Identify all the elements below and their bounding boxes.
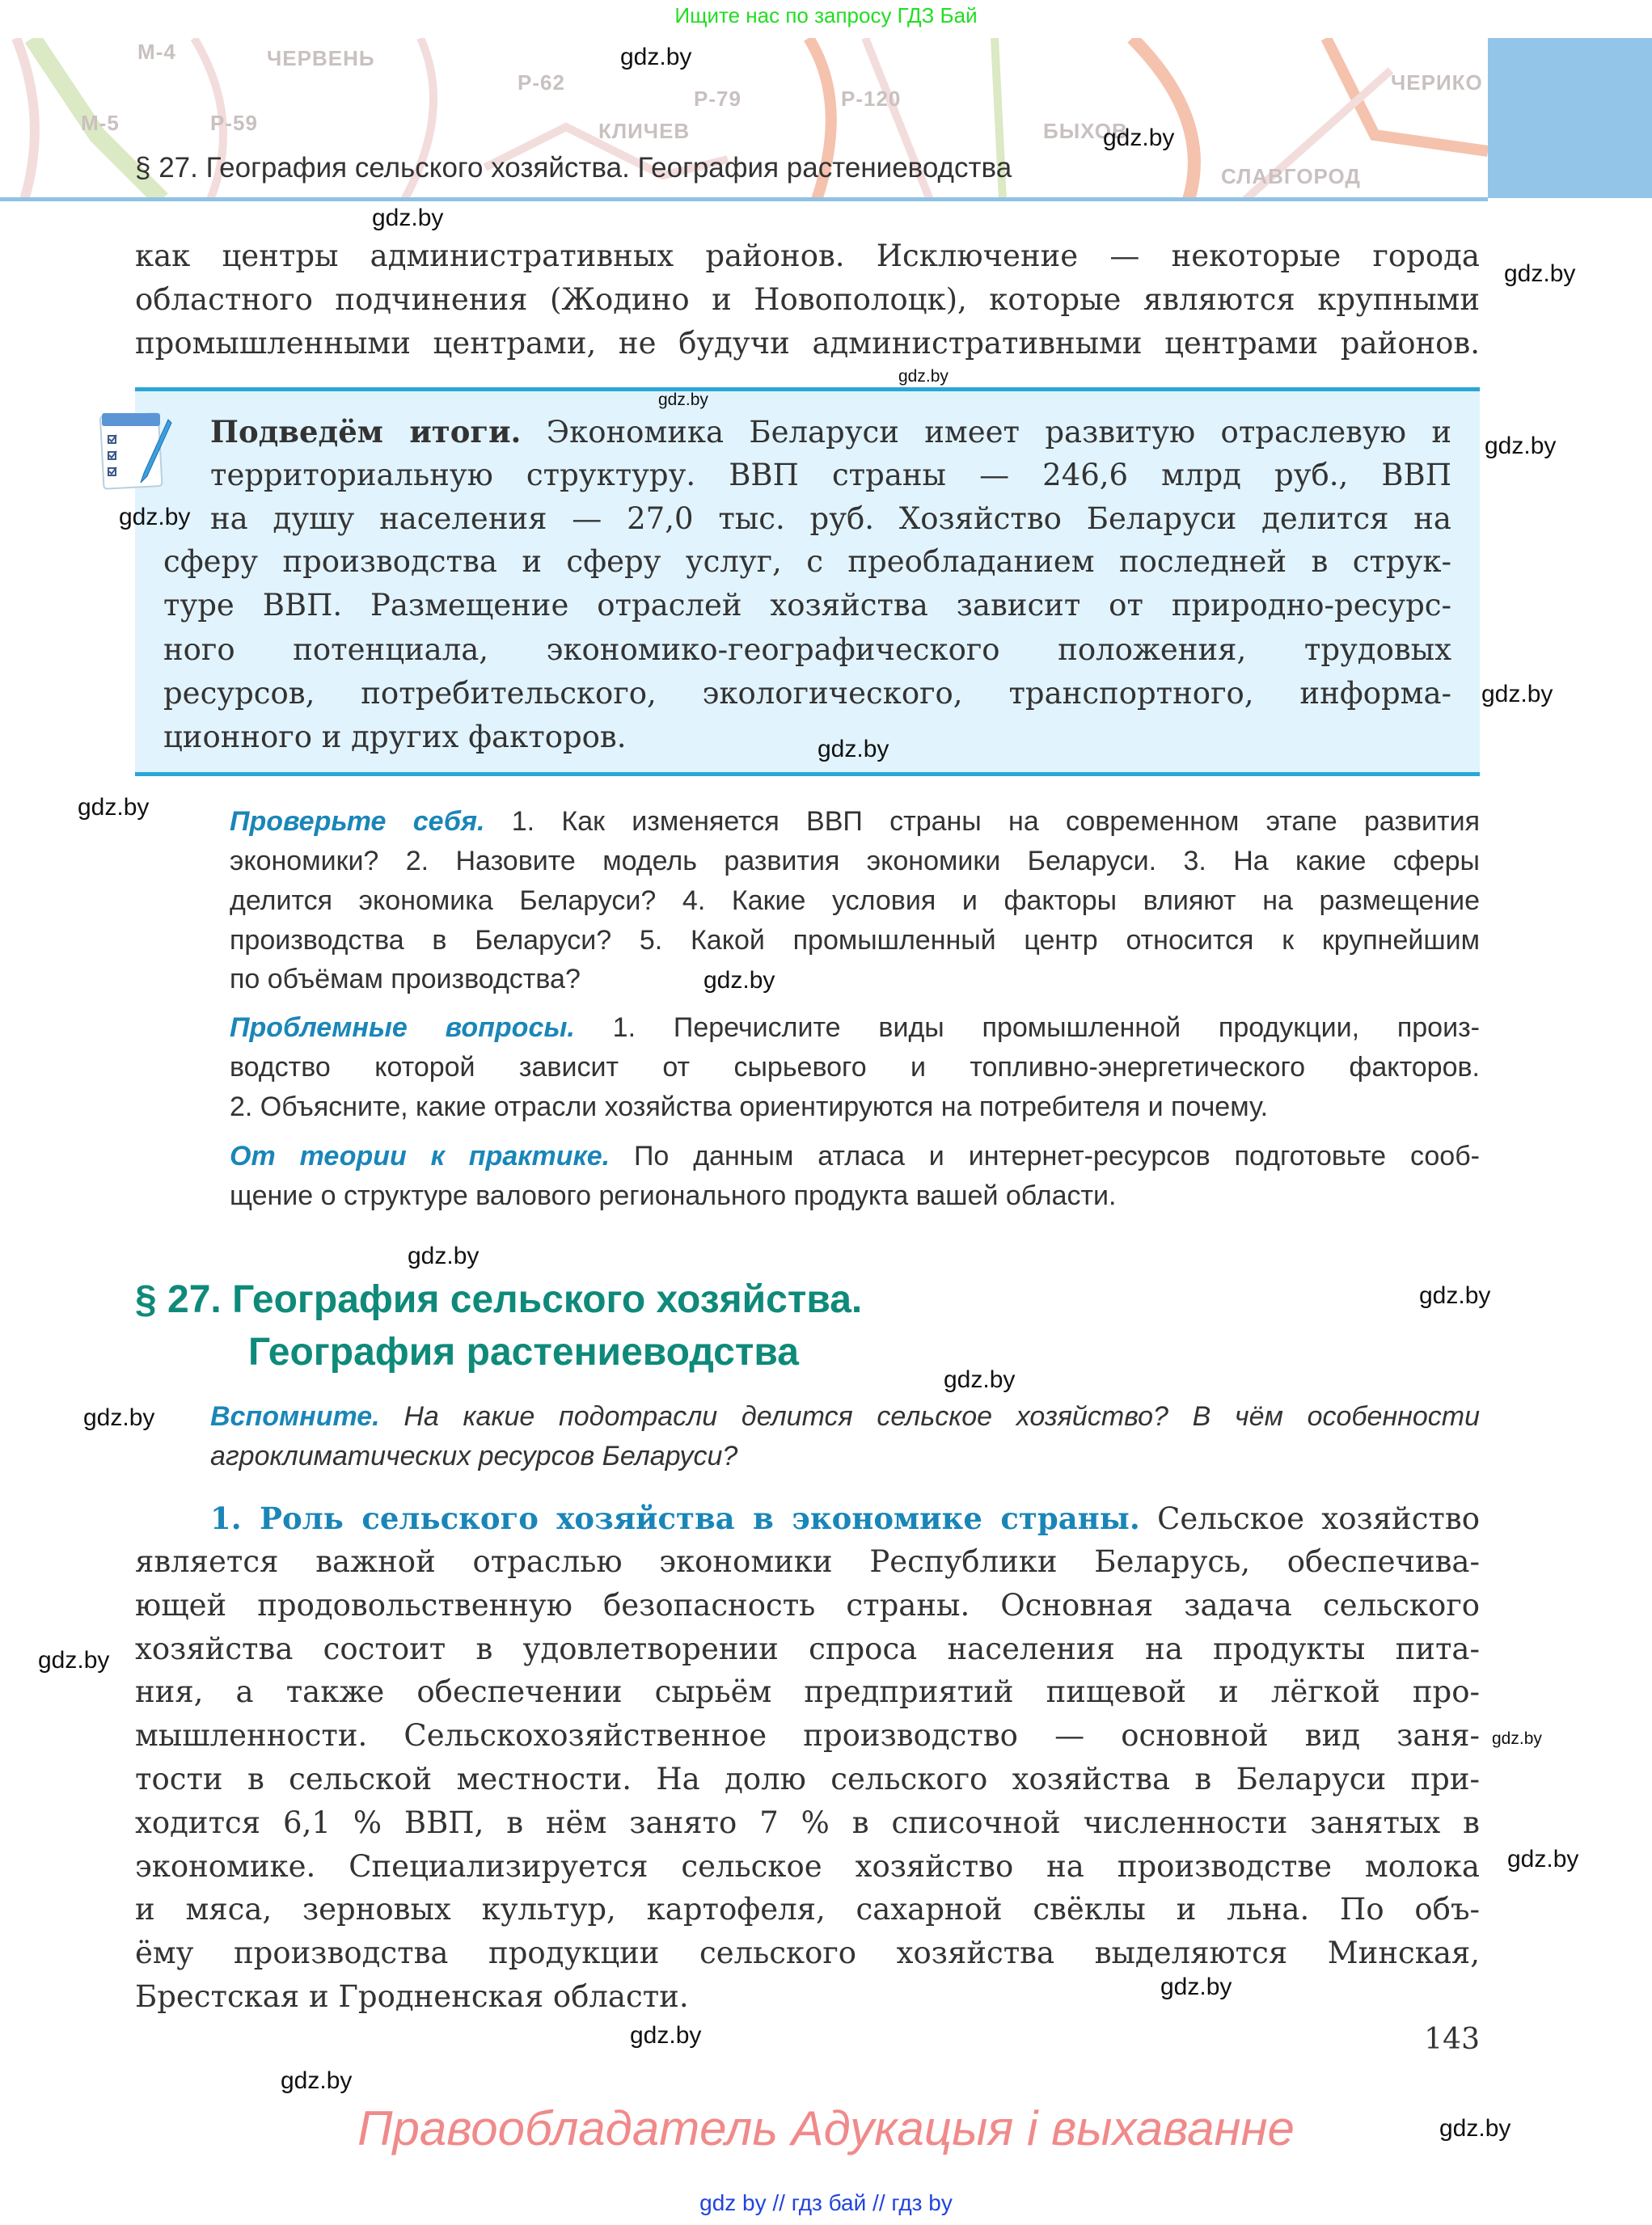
recall-label: Вспомните. — [210, 1401, 380, 1432]
text-line: Брестская и Гродненская области. — [135, 1979, 689, 2014]
text-line: производства в Беларуси? 5. Какой промышленный центр относится к крупнейшим — [230, 925, 1480, 956]
text-line: ного потенциала, экономико-географического положения, трудовых — [163, 632, 1451, 667]
watermark: gdz.by — [1419, 1282, 1491, 1309]
text-line: тости в сельской местности. На долю сельского хозяйства в Беларуси при- — [135, 1762, 1480, 1796]
watermark: gdz.by — [658, 391, 708, 409]
watermark: gdz.by — [372, 205, 444, 231]
watermark: gdz.by — [38, 1647, 110, 1674]
text-line: 2. Объясните, какие отрасли хозяйства ориентируются на потребителя и почему. — [230, 1091, 1269, 1122]
map-label: Р-79 — [694, 87, 741, 111]
theory-practice-line: От теории к практике. По данным атласа и интернет-ресурсов подготовьте сооб- — [230, 1141, 1480, 1172]
text-line: является важной отраслью экономики Республики Беларусь, обеспечива- — [135, 1544, 1480, 1579]
watermark: gdz.by — [1160, 1974, 1232, 2000]
watermark: gdz.by — [1481, 681, 1553, 707]
text-line: делится экономика Беларуси? 4. Какие условия и факторы влияют на размещение — [230, 885, 1480, 916]
watermark: gdz.by — [1507, 1846, 1579, 1872]
watermark: gdz.by — [281, 2067, 353, 2094]
section-title-line1: § 27. География сельского хозяйства. — [135, 1278, 863, 1321]
watermark: gdz.by — [818, 736, 889, 762]
text-line: агроклиматических ресурсов Беларуси? — [210, 1441, 738, 1471]
text-line: мышленности. Сельскохозяйственное производство — основной вид заня- — [135, 1718, 1480, 1753]
map-label: Р-120 — [841, 87, 902, 111]
watermark: gdz.by — [78, 794, 150, 821]
watermark: gdz.by — [1103, 125, 1175, 151]
watermark: gdz.by — [1485, 433, 1557, 459]
watermark: gdz.by — [119, 504, 191, 530]
search-hint: Ищите нас по запросу ГДЗ Бай — [674, 3, 978, 27]
page-number: 143 — [1424, 2023, 1480, 2056]
theory-practice-label: От теории к практике. — [230, 1141, 611, 1172]
map-label: Р-59 — [210, 111, 258, 135]
text-line: по объёмам производства? — [230, 964, 581, 994]
text-line: щение о структуре валового регионального продукта вашей области. — [230, 1180, 1117, 1211]
map-label: М-5 — [81, 111, 120, 135]
text-line: ния, а также обеспечении сырьём предприятий пищевой и лёгкой про- — [135, 1674, 1480, 1709]
text-line: ходится 6,1 % ВВП, в нём занято 7 % в списочной численности занятых в — [135, 1805, 1480, 1840]
watermark: gdz.by — [703, 967, 775, 994]
problem-questions-label: Проблемные вопросы. — [230, 1012, 575, 1043]
recall-line: Вспомните. На какие подотрасли делится сельское хозяйство? В чём особенности — [210, 1401, 1480, 1432]
watermark: gdz.by — [898, 367, 949, 386]
text-line: экономики? 2. Назовите модель развития экономики Беларуси. 3. На какие сферы — [230, 846, 1480, 876]
watermark: gdz.by — [1439, 2115, 1511, 2142]
footer-links[interactable]: gdz by // гдз бай // гдз by — [699, 2190, 953, 2215]
section-title-line2: География растениеводства — [248, 1331, 799, 1374]
text-line: территориальную структуру. ВВП страны — 246,6 млрд руб., ВВП — [210, 458, 1451, 492]
text-line: водство которой зависит от сырьевого и топливно-энергетического факторов. — [230, 1052, 1480, 1083]
header-divider — [0, 197, 1488, 201]
map-label: М-4 — [137, 40, 176, 64]
map-label: КЛИЧЕВ — [598, 119, 691, 143]
header-accent-block — [1488, 38, 1652, 198]
text-line: сферу производства и сферу услуг, с преобладанием последней в струк- — [163, 544, 1451, 579]
text-line: хозяйства состоит в удовлетворении спроса населения на продукты пита- — [135, 1632, 1480, 1666]
text-line: туре ВВП. Размещение отраслей хозяйства зависит от природно-ресурс- — [163, 588, 1451, 623]
summary-lead: Подведём итоги. — [210, 414, 522, 450]
text-line: ресурсов, потребительского, экологического, транспортного, информа- — [163, 676, 1451, 711]
text-line: Подведём итоги. Экономика Беларуси имеет развитую отраслевую и — [210, 414, 1452, 450]
watermark: gdz.by — [944, 1366, 1016, 1393]
text-line: 1. Роль сельского хозяйства в экономике страны. Сельское хозяйство — [210, 1501, 1480, 1536]
map-label: ЧЕРИКО — [1391, 70, 1483, 95]
watermark: gdz.by — [1504, 260, 1576, 287]
map-label: БЫХОВ — [1043, 119, 1128, 143]
running-header-title: § 27. География сельского хозяйства. География растениеводства — [135, 152, 1012, 184]
map-label: Р-62 — [518, 70, 565, 95]
copyright-notice: Правообладатель Адукацыя і выхаванне — [357, 2101, 1295, 2155]
watermark: gdz.by — [630, 2022, 702, 2049]
watermark: gdz.by — [408, 1243, 480, 1269]
text-line: на душу населения — 27,0 тыс. руб. Хозяйство Беларуси делится на — [210, 501, 1451, 536]
check-yourself-line: Проверьте себя. 1. Как изменяется ВВП страны на современном этапе развития — [230, 806, 1480, 837]
check-yourself-label: Проверьте себя. — [230, 806, 485, 837]
problem-questions-line: Проблемные вопросы. 1. Перечислите виды промышленной продукции, произ- — [230, 1012, 1480, 1043]
text-line: ёму производства продукции сельского хозяйства выделяются Минская, — [135, 1936, 1480, 1970]
watermark: gdz.by — [620, 44, 692, 70]
text-line: промышленными центрами, не будучи административными центрами районов. — [135, 326, 1480, 361]
map-label: СЛАВГОРОД — [1221, 164, 1361, 188]
text-line: ционного и других факторов. — [163, 720, 627, 754]
text-line: областного подчинения (Жодино и Новополоцк), которые являются крупными — [135, 282, 1480, 317]
text-line: и мяса, зерновых культур, картофеля, сахарной свёклы и льна. По объ- — [135, 1892, 1480, 1927]
text-line: ющей продовольственную безопасность страны. Основная задача сельского — [135, 1588, 1480, 1623]
watermark: gdz.by — [1492, 1729, 1542, 1748]
watermark: gdz.by — [83, 1404, 155, 1431]
text-line: как центры административных районов. Исключение — некоторые города — [135, 239, 1480, 273]
subsection-heading: 1. Роль сельского хозяйства в экономике страны. — [210, 1501, 1140, 1536]
map-label: ЧЕРВЕНЬ — [267, 46, 375, 70]
checklist-icon — [97, 408, 178, 497]
text-line: экономике. Специализируется сельское хозяйство на производстве молока — [135, 1849, 1480, 1884]
